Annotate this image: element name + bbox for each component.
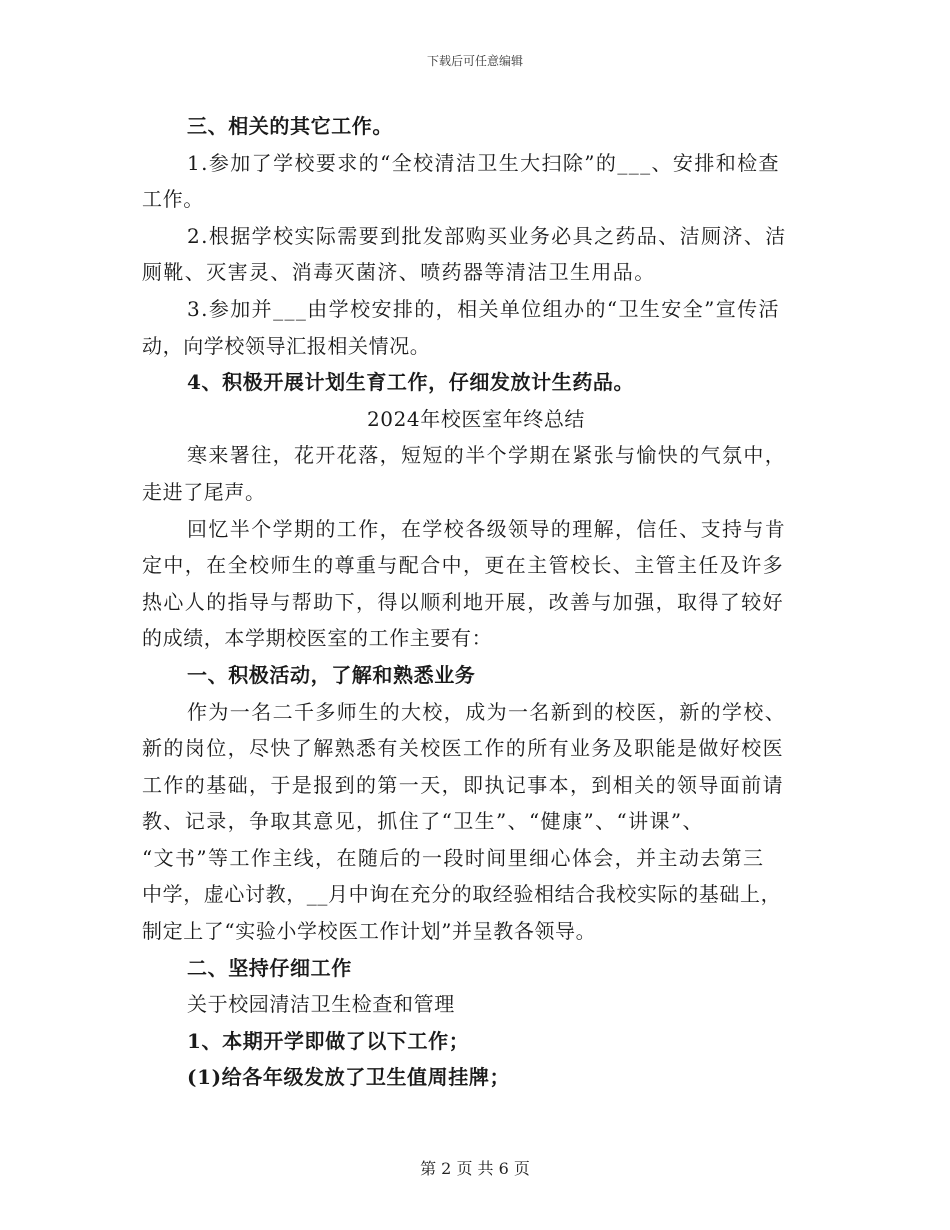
section-heading: 一、积极活动，了解和熟悉业务: [187, 662, 476, 687]
paragraph-line: 教、记录，争取其意见，抓住了“卫生”、“健康”、“讲课”、: [142, 809, 704, 834]
document-title: 2024年校医室年终总结: [366, 406, 586, 431]
section-heading: 4、积极开展计划生育工作，仔细发放计生药品。: [187, 370, 635, 395]
paragraph-line: 回忆半个学期的工作，在学校各级领导的理解，信任、支持与肯: [187, 516, 787, 541]
paragraph-line: 3.参加并___由学校安排的，相关单位组办的“卫生安全”宣传活: [187, 296, 780, 321]
paragraph-line: “文书”等工作主线，在随后的一段时间里细心体会，并主动去第三: [142, 845, 765, 870]
paragraph-line: 工作。: [142, 187, 204, 212]
paragraph-line: 寒来署往，花开花落，短短的半个学期在紧张与愉快的气氛中，: [187, 443, 787, 468]
paragraph-line: 定中，在全校师生的尊重与配合中，更在主管校长、主管主任及许多: [142, 553, 784, 578]
subsection-heading: 1、本期开学即做了以下工作；: [187, 1028, 470, 1053]
document-body: [142, 108, 810, 1096]
paragraph-line: 热心人的指导与帮助下，得以顺利地开展，改善与加强，取得了较好: [142, 589, 784, 614]
paragraph-line: 1.参加了学校要求的“全校清洁卫生大扫除”的___、安排和检查: [187, 150, 780, 175]
paragraph-line: 的成绩，本学期校医室的工作主要有：: [142, 626, 493, 651]
section-heading: 三、相关的其它工作。: [187, 114, 393, 138]
paragraph-line: 2.根据学校实际需要到批发部购买业务必具之药品、洁厕济、洁: [187, 223, 787, 248]
section-heading: 二、坚持仔细工作: [187, 955, 352, 980]
page-header-note: 下载后可任意编辑: [426, 54, 523, 68]
paragraph-line: 中学，虚心讨教，__月中询在充分的取经验相结合我校实际的基础上，: [142, 882, 782, 907]
list-item: (1)给各年级发放了卫生值周挂牌；: [187, 1065, 511, 1090]
paragraph-line: 关于校园清洁卫生检查和管理: [187, 992, 455, 1017]
paragraph-line: 工作的基础，于是报到的第一天，即执记事本，到相关的领导面前请: [142, 772, 784, 797]
paragraph-line: 厕靴、灭害灵、消毒灭菌济、喷药器等清洁卫生用品。: [142, 260, 656, 285]
paragraph-line: 动，向学校领导汇报相关情况。: [142, 333, 431, 358]
paragraph-line: 作为一名二千多师生的大校，成为一名新到的校医，新的学校、: [187, 699, 787, 724]
paragraph-line: 新的岗位，尽快了解熟悉有关校医工作的所有业务及职能是做好校医: [142, 736, 784, 761]
page-footer-pagination: 第 2 页 共 6 页: [420, 1159, 530, 1178]
paragraph-line: 制定上了“实验小学校医工作计划”并呈教各领导。: [142, 919, 597, 944]
paragraph-line: 走进了尾声。: [142, 479, 266, 504]
